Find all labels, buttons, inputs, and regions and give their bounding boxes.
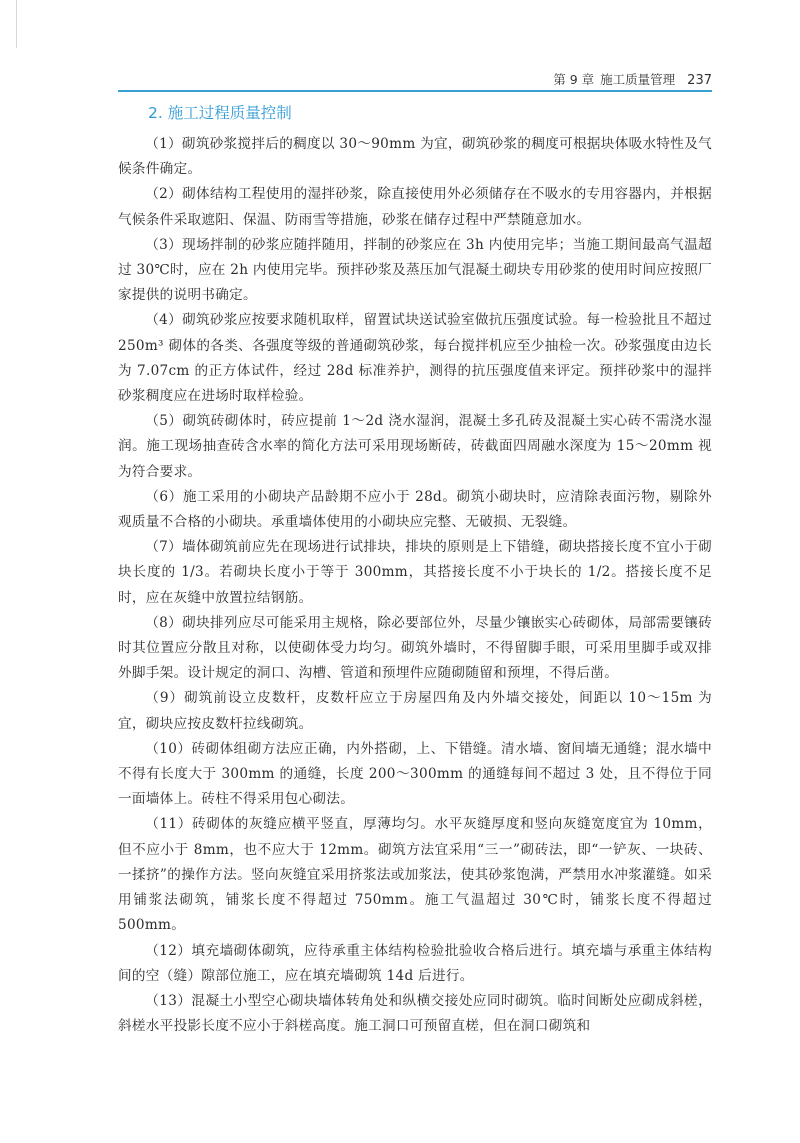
paragraph-9: （9）砌筑前设立皮数杆，皮数杆应立于房屋四角及内外墙交接处，间距以 10～15m 为宜，砌块应按皮数杆拉线砌筑。 xyxy=(118,690,712,732)
page-body xyxy=(118,100,712,1039)
paragraph-4: （4）砌筑砂浆应按要求随机取样，留置试块送试验室做抗压强度试验。每一检验批且不超过 250m³ 砌体的各类、各强度等级的普通砌筑砂浆，每台搅拌机应至少抽检一次。砂浆强度由边长为 7.07cm 的正方体试件，经过 28d 标准养护，测得的抗压强度值来评定。预拌砂浆中的湿拌砂浆稠度应在进场时取样检验。 xyxy=(118,312,712,405)
paragraph-2: （2）砌体结构工程使用的湿拌砂浆，除直接使用外必须储存在不吸水的专用容器内，并根据气候条件采取遮阳、保温、防雨雪等措施，砂浆在储存过程中严禁随意加水。 xyxy=(118,186,712,228)
paragraph-12: （12）填充墙砌体砌筑，应待承重主体结构检验批验收合格后进行。填充墙与承重主体结构间的空（缝）隙部位施工，应在填充墙砌筑 14d 后进行。 xyxy=(118,942,712,984)
paragraph-11: （11）砖砌体的灰缝应横平竖直，厚薄均匀。水平灰缝厚度和竖向灰缝宽度宜为 10mm，但不应小于 8mm，也不应大于 12mm。砌筑方法宜采用“三一”砌砖法，即“一铲灰、一块砖、一揉挤”的操作方法。竖向灰缝宜采用挤浆法或加浆法，使其砂浆饱满，严禁用水冲浆灌缝。如采用铺浆法砌筑，铺浆长度不得超过 750mm。施工气温超过 30℃时，铺浆长度不得超过 500mm。 xyxy=(118,816,712,934)
paragraph-5: （5）砌筑砖砌体时，砖应提前 1～2d 浇水湿润，混凝土多孔砖及混凝土实心砖不需浇水湿润。施工现场抽查砖含水率的简化方法可采用现场断砖，砖截面四周融水深度为 15～20mm 视为符合要求。 xyxy=(118,413,712,480)
header-text xyxy=(553,70,712,88)
running-header xyxy=(118,62,712,92)
header-rule xyxy=(118,90,712,92)
section-title: 2. 施工过程质量控制 xyxy=(148,104,292,122)
paragraph-8: （8）砌块排列应尽可能采用主规格，除必要部位外，尽量少镶嵌实心砖砌体，局部需要镶砖时其位置应分散且对称，以使砌体受力均匀。砌筑外墙时，不得留脚手眼，可采用里脚手或双排外脚手架。设计规定的洞口、沟槽、管道和预埋件应随砌随留和预埋，不得后凿。 xyxy=(118,614,712,682)
paragraph-3: （3）现场拌制的砂浆应随拌随用，拌制的砂浆应在 3h 内使用完毕；当施工期间最高气温超过 30℃时，应在 2h 内使用完毕。预拌砂浆及蒸压加气混凝土砌块专用砂浆的使用时间应按照厂家提供的说明书确定。 xyxy=(118,236,712,304)
paragraph-1: （1）砌筑砂浆搅拌后的稠度以 30～90mm 为宜，砌筑砂浆的稠度可根据块体吸水特性及气候条件确定。 xyxy=(118,136,712,178)
paragraph-6: （6）施工采用的小砌块产品龄期不应小于 28d。砌筑小砌块时，应清除表面污物，剔除外观质量不合格的小砌块。承重墙体使用的小砌块应完整、无破损、无裂缝。 xyxy=(118,488,712,531)
paragraph-10: （10）砖砌体组砌方法应正确，内外搭砌，上、下错缝。清水墙、窗间墙无通缝；混水墙中不得有长度大于 300mm 的通缝，长度 200～300mm 的通缝每间不超过 3 处，且不得位于同一面墙体上。砖柱不得采用包心砌法。 xyxy=(118,740,712,808)
paragraph-13: （13）混凝土小型空心砌块墙体转角处和纵横交接处应同时砌筑。临时间断处应砌成斜槎，斜槎水平投影长度不应小于斜槎高度。施工洞口可预留直槎，但在洞口砌筑和 xyxy=(118,992,712,1035)
page-number: 237 xyxy=(687,73,712,88)
paragraph-7: （7）墙体砌筑前应先在现场进行试排块，排块的原则是上下错缝，砌块搭接长度不宜小于砌块长度的 1/3。若砌块长度小于等于 300mm，其搭接长度不小于块长的 1/2。搭接长度不足时，应在灰缝中放置拉结钢筋。 xyxy=(118,539,712,606)
page-edge-line xyxy=(16,0,17,48)
header-title: 施工质量管理 xyxy=(600,72,676,87)
header-chapter: 第 9 章 xyxy=(553,72,595,87)
